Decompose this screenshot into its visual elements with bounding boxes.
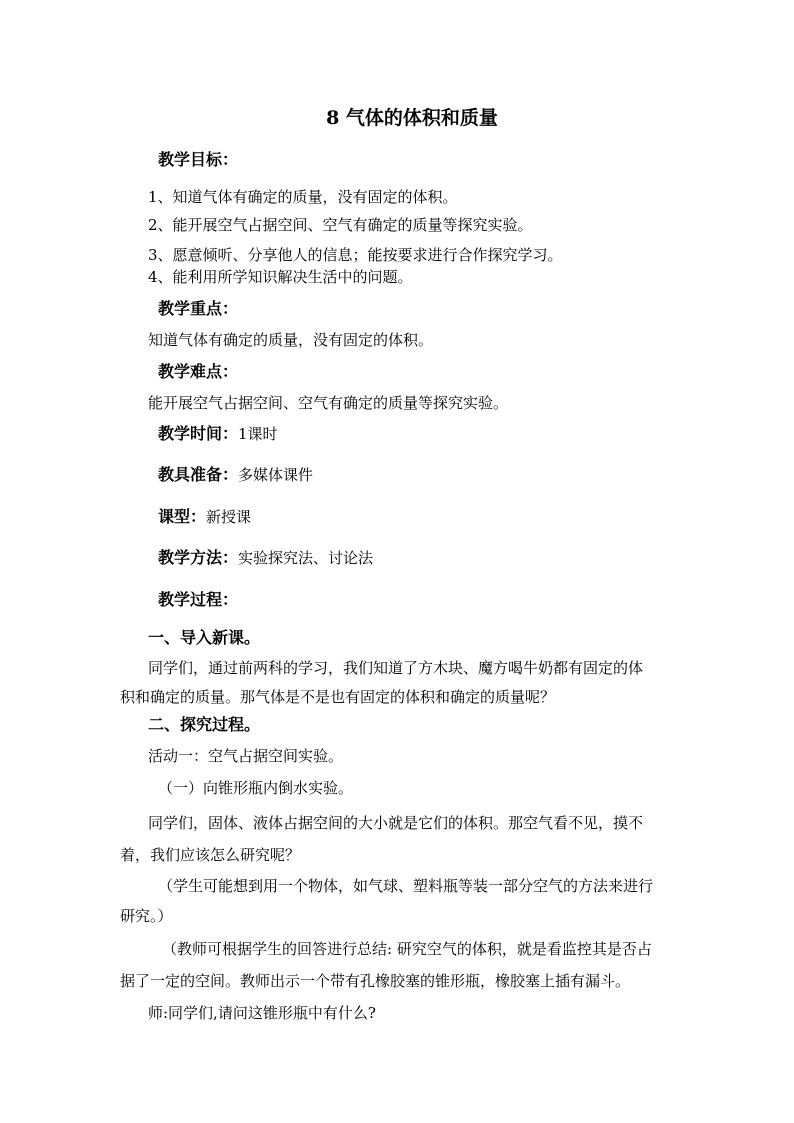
paragraph1-line-1: 同学们，固体、液体占据空间的大小就是它们的体积。那空气看不见，摸不 <box>148 814 644 832</box>
objective-item-4: 4、能利用所学知识解决生活中的问题。 <box>148 268 413 286</box>
tools-heading: 教具准备： <box>158 465 239 484</box>
paragraph2-line-1: （学生可能想到用一个物体，如气球、塑料瓶等装一部分空气的方法来进行 <box>158 877 654 895</box>
process-heading: 教学过程： <box>158 590 239 609</box>
time-heading: 教学时间： <box>158 424 239 443</box>
paragraph3-line-1: （教师可根据学生的回答进行总结: 研究空气的体积，就是看监控其是否占 <box>162 940 652 958</box>
difficulties-heading: 教学难点： <box>158 362 239 381</box>
objectives-heading: 教学目标： <box>158 150 239 169</box>
time-row <box>158 424 278 444</box>
section1-line-1: 同学们，通过前两科的学习，我们知道了方木块、魔方喝牛奶都有固定的体 <box>148 659 644 677</box>
methods-row <box>158 548 373 568</box>
methods-heading: 教学方法： <box>158 548 239 567</box>
paragraph2-line-2: 研究。） <box>120 907 173 925</box>
tools-row <box>158 465 313 485</box>
objective-item-2: 2、能开展空气占据空间、空气有确定的质量等探究实验。 <box>148 216 533 234</box>
methods-value: 实验探究法、讨论法 <box>238 549 374 567</box>
lesson-type-heading: 课型： <box>158 507 207 526</box>
difficulties-text: 能开展空气占据空间、空气有确定的质量等探究实验。 <box>148 394 509 412</box>
objective-item-1: 1、知道气体有确定的质量，没有固定的体积。 <box>148 188 458 206</box>
key-points-heading: 教学重点： <box>158 299 239 318</box>
key-points-text: 知道气体有确定的质量，没有固定的体积。 <box>148 331 434 349</box>
paragraph1-line-2: 着，我们应该怎么研究呢？ <box>120 846 301 864</box>
document-title: 8 气体的体积和质量 <box>326 107 498 129</box>
lesson-type-row <box>158 507 251 527</box>
section1-line-2: 积和确定的质量。那气体是不是也有固定的体积和确定的质量呢？ <box>120 688 556 706</box>
activity-one: 活动一：空气占据空间实验。 <box>148 747 344 765</box>
lesson-type-value: 新授课 <box>206 508 252 526</box>
time-value: 1课时 <box>238 425 278 443</box>
section2-heading: 二、探究过程。 <box>148 715 261 734</box>
section1-heading: 一、导入新课。 <box>148 628 261 647</box>
paragraph3-line-2: 据了一定的空间。教师出示一个带有孔橡胶塞的锥形瓶，橡胶塞上插有漏斗。 <box>120 972 631 990</box>
paragraph4: 师:同学们,请问这锥形瓶中有什么? <box>148 1004 376 1022</box>
objective-item-3: 3、愿意倾听、分享他人的信息；能按要求进行合作探究学习。 <box>148 246 563 264</box>
tools-value: 多媒体课件 <box>238 466 314 484</box>
sub-experiment: （一）向锥形瓶内倒水实验。 <box>158 779 354 797</box>
